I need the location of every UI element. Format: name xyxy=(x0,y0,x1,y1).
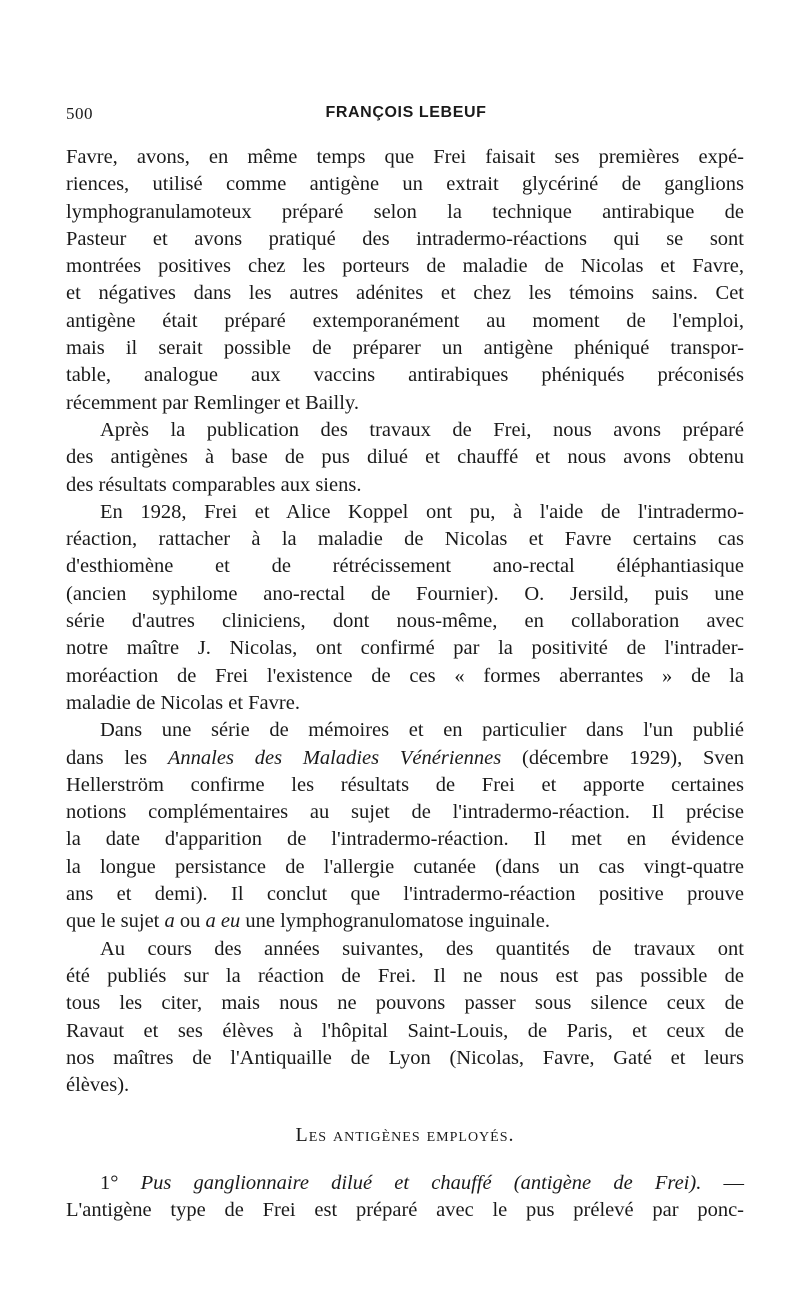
text-line: (ancien syphilome ano-rectal de Fournier). O. Jersild, puis une xyxy=(66,582,744,605)
paragraph-6 xyxy=(66,1170,744,1225)
running-head: FRANÇOIS LEBEUF xyxy=(325,104,487,121)
paragraph-3 xyxy=(66,499,744,717)
text-line: mais il serait possible de préparer un antigène phéniqué transpor- xyxy=(66,337,744,360)
text-line: Hellerström confirme les résultats de Frei et apporte certaines xyxy=(66,773,744,796)
text-line: nos maîtres de l'Antiquaille de Lyon (Nicolas, Favre, Gaté et leurs xyxy=(66,1046,744,1069)
text-line xyxy=(66,1170,744,1197)
text-line: et négatives dans les autres adénites et chez les témoins sains. Cet xyxy=(66,282,744,305)
text-line: Dans une série de mémoires et en particulier dans l'un publié xyxy=(100,719,744,742)
text-line: récemment par Remlinger et Bailly. xyxy=(66,391,359,414)
text-line: ans et demi). Il conclut que l'intradermo-réaction positive prouve xyxy=(66,883,744,906)
text-line: riences, utilisé comme antigène un extrait glycériné de ganglions xyxy=(66,173,744,196)
text-line: d'esthiomène et de rétrécissement ano-rectal éléphantiasique xyxy=(66,555,744,578)
section-heading: Les antigènes employés. xyxy=(295,1124,515,1146)
text-line: maladie de Nicolas et Favre. xyxy=(66,691,300,714)
text-line: des antigènes à base de pus dilué et chauffé et nous avons obtenu xyxy=(66,446,744,469)
text-line: Pasteur et avons pratiqué des intradermo-réactions qui se sont xyxy=(66,227,744,250)
text-line: notions complémentaires au sujet de l'intradermo-réaction. Il précise xyxy=(66,801,744,824)
text-fragment: (décembre 1929), Sven xyxy=(501,746,744,769)
body-text xyxy=(66,144,744,1099)
paragraph-4 xyxy=(66,717,744,935)
text-fragment: que le sujet xyxy=(66,910,165,933)
text-line: la longue persistance de l'allergie cutanée (dans un cas vingt-quatre xyxy=(66,855,744,878)
text-line: élèves). xyxy=(66,1074,130,1097)
item-number: 1° xyxy=(100,1172,119,1194)
journal-title: Annales des Maladies Vénériennes xyxy=(167,746,502,769)
text-line: moréaction de Frei l'existence de ces « formes aberrantes » de la xyxy=(66,664,744,687)
text-line: réaction, rattacher à la maladie de Nicolas et Favre certains cas xyxy=(66,528,744,551)
text-line: Au cours des années suivantes, des quantités de travaux ont xyxy=(100,937,744,960)
text-line: Ravaut et ses élèves à l'hôpital Saint-Louis, de Paris, et ceux de xyxy=(66,1019,744,1042)
text-line: En 1928, Frei et Alice Koppel ont pu, à l'aide de l'intradermo- xyxy=(100,500,744,523)
text-fragment: dans les xyxy=(66,746,168,769)
text-line: tous les citer, mais nous ne pouvons passer sous silence ceux de xyxy=(66,992,744,1015)
text-line: montrées positives chez les porteurs de maladie de Nicolas et Favre, xyxy=(66,255,744,278)
text-line: notre maître J. Nicolas, ont confirmé par la positivité de l'intrader- xyxy=(66,637,744,660)
text-line: la date d'apparition de l'intradermo-réaction. Il met en évidence xyxy=(66,828,744,851)
text-line: table, analogue aux vaccins antirabiques phéniqués préconisés xyxy=(66,364,744,387)
text-line: lymphogranulamoteux préparé selon la technique antirabique de xyxy=(66,200,744,223)
text-line: Favre, avons, en même temps que Frei faisait ses premières expé- xyxy=(66,146,744,168)
paragraph-1 xyxy=(66,144,744,417)
text-fragment: — xyxy=(701,1172,745,1194)
text-line: L'antigène type de Frei est préparé avec le pus prélevé par ponc- xyxy=(66,1199,744,1222)
text-line: des résultats comparables aux siens. xyxy=(66,473,362,496)
text-line: série d'autres cliniciens, dont nous-même, en collaboration avec xyxy=(66,610,744,633)
text-fragment: ou xyxy=(174,910,206,933)
paragraph-2 xyxy=(66,417,744,499)
page-number: 500 xyxy=(66,104,93,123)
subsection-title: Pus ganglionnaire dilué et chauffé (antigène de Frei). xyxy=(140,1172,702,1194)
text-fragment: une lymphogranulomatose inguinale. xyxy=(240,910,550,933)
text-line: Après la publication des travaux de Frei, nous avons préparé xyxy=(100,418,744,441)
paragraph-5 xyxy=(66,936,744,1100)
page-header xyxy=(66,104,746,128)
text-line: été publiés sur la réaction de Frei. Il ne nous est pas possible de xyxy=(66,964,744,987)
emphasis: a eu xyxy=(205,910,241,933)
text-line xyxy=(66,745,744,772)
emphasis: a xyxy=(164,910,175,933)
text-line xyxy=(66,908,744,935)
text-line: antigène était préparé extemporanément au moment de l'emploi, xyxy=(66,309,744,332)
